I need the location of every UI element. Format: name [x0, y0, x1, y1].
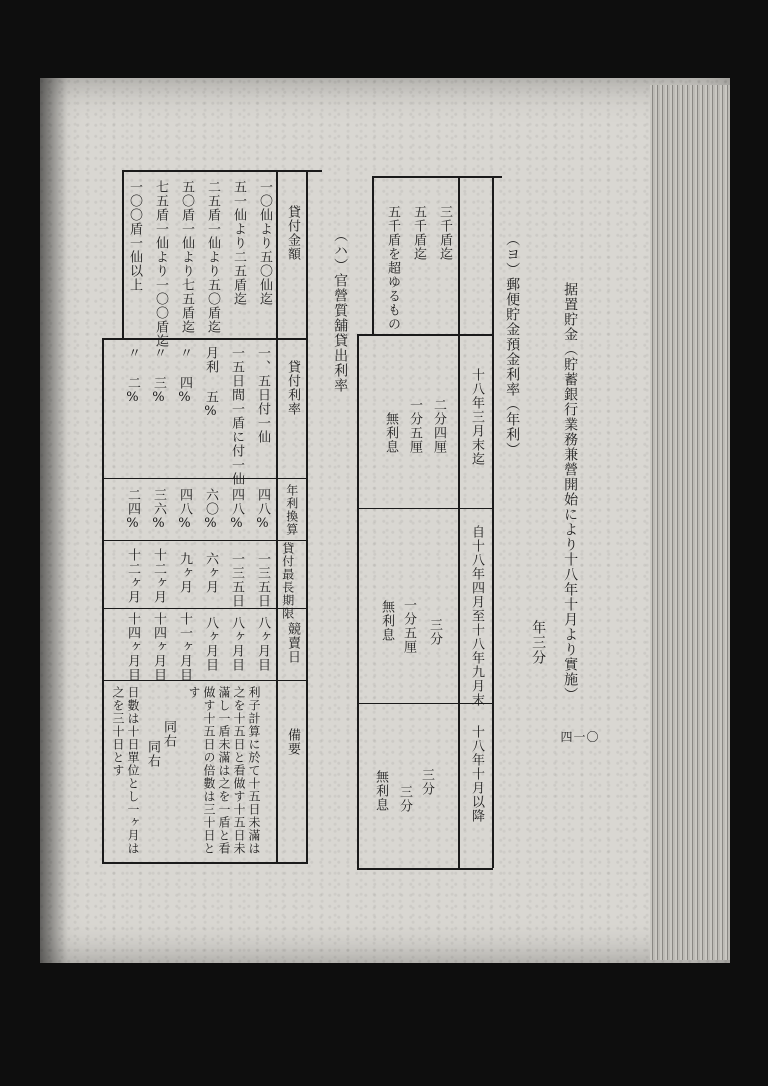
- rate-r1: 一、五日付一仙: [254, 346, 270, 444]
- value-p3-r2: 三分: [396, 785, 412, 813]
- sale-r5: 十四ヶ月目: [150, 612, 166, 682]
- period-r5: 十二ヶ月: [150, 548, 166, 604]
- annual-r5: 三六%: [150, 488, 166, 532]
- rate-r4: 〃 四%: [176, 346, 192, 406]
- value-p2-r3: 無利息: [378, 600, 394, 642]
- header-title: 据置貯金（貯蓄銀行業務兼營開始により十八年十月より實施）: [562, 282, 579, 702]
- note-r4: 同右: [160, 720, 176, 748]
- annual-r1: 四八%: [254, 488, 270, 532]
- note-r6: 日數は十日單位とし一ヶ月は之を三十日とす: [111, 686, 140, 855]
- value-p3-r1: 三分: [418, 768, 434, 796]
- amount-r1: 一〇仙より五〇仙迄: [256, 180, 272, 306]
- rate-r2: 一五日間一盾に付一仙: [228, 346, 244, 486]
- sale-r4: 十一ヶ月目: [176, 612, 192, 682]
- annual-r4: 四八%: [176, 488, 192, 532]
- value-p1-r3: 無利息: [382, 412, 398, 454]
- note-r3: 利子計算に於て十五日未滿は之を十五日と看做す十五日未滿し一盾未滿は之を一盾と看做す十五日の倍數は三十日とす: [187, 686, 261, 855]
- period-r3: 六ヶ月: [202, 552, 218, 594]
- value-p1-r2: 一分五厘: [406, 398, 422, 454]
- period-3: 十八年十月以降: [468, 725, 484, 823]
- sale-r2: 八ヶ月目: [228, 616, 244, 672]
- value-p3-r3: 無利息: [372, 770, 388, 812]
- page-gutter-shadow: [40, 78, 68, 963]
- header-note: 備要: [284, 728, 300, 756]
- period-1: 十八年三月末迄: [468, 368, 484, 466]
- period-r1: 一三五日: [254, 552, 270, 608]
- section-e-heading: （ヨ）郵便貯金預金利率（年利）: [504, 232, 521, 457]
- page-stack-edge: [650, 85, 730, 960]
- amount-r3: 二五盾一仙より五〇盾迄: [204, 180, 220, 334]
- value-p2-r2: 一分五厘: [400, 598, 416, 654]
- row-label-2: 五千盾迄: [410, 205, 426, 261]
- row-label-1: 三千盾迄: [436, 205, 452, 261]
- amount-r2: 五一仙より二五盾迄: [230, 180, 246, 306]
- header-rate: 貸付利率: [284, 360, 300, 416]
- period-2: 自十八年四月至十八年九月末: [468, 525, 484, 707]
- header-rate: 年三分: [530, 620, 547, 665]
- row-label-3: 五千盾を超ゆるもの: [384, 205, 400, 331]
- page-number: 四一〇: [560, 730, 600, 744]
- period-r4: 九ヶ月: [176, 552, 192, 594]
- annual-r2: 四八%: [228, 488, 244, 532]
- amount-r4: 五〇盾一仙より七五盾迄: [178, 180, 194, 334]
- amount-r5: 七五盾一仙より一〇〇盾迄: [152, 180, 168, 348]
- value-p2-r1: 三分: [426, 618, 442, 646]
- sale-r3: 八ヶ月目: [202, 616, 218, 672]
- header-period: 貸付最長期限: [280, 542, 295, 620]
- sale-r6: 十四ヶ月目: [124, 612, 140, 682]
- period-r2: 一三五日: [228, 552, 244, 608]
- value-p1-r1: 二分四厘: [430, 398, 446, 454]
- rate-r3: 月利 五%: [202, 346, 218, 420]
- amount-r6: 一〇〇盾一仙以上: [126, 180, 142, 292]
- header-sale: 競賣日: [284, 622, 300, 664]
- header-annual: 年利換算: [284, 484, 299, 536]
- annual-r6: 二四%: [124, 488, 140, 532]
- header-amount: 貸付金額: [284, 205, 300, 261]
- period-r6: 十二ヶ月: [124, 548, 140, 604]
- annual-r3: 六〇%: [202, 488, 218, 532]
- section-f-heading: （ハ）官營質舖貸出利率: [332, 228, 349, 393]
- note-r5: 同右: [144, 740, 160, 768]
- sale-r1: 八ヶ月目: [254, 616, 270, 672]
- rate-r5: 〃 三%: [150, 346, 166, 406]
- rate-r6: 〃 二%: [124, 346, 140, 406]
